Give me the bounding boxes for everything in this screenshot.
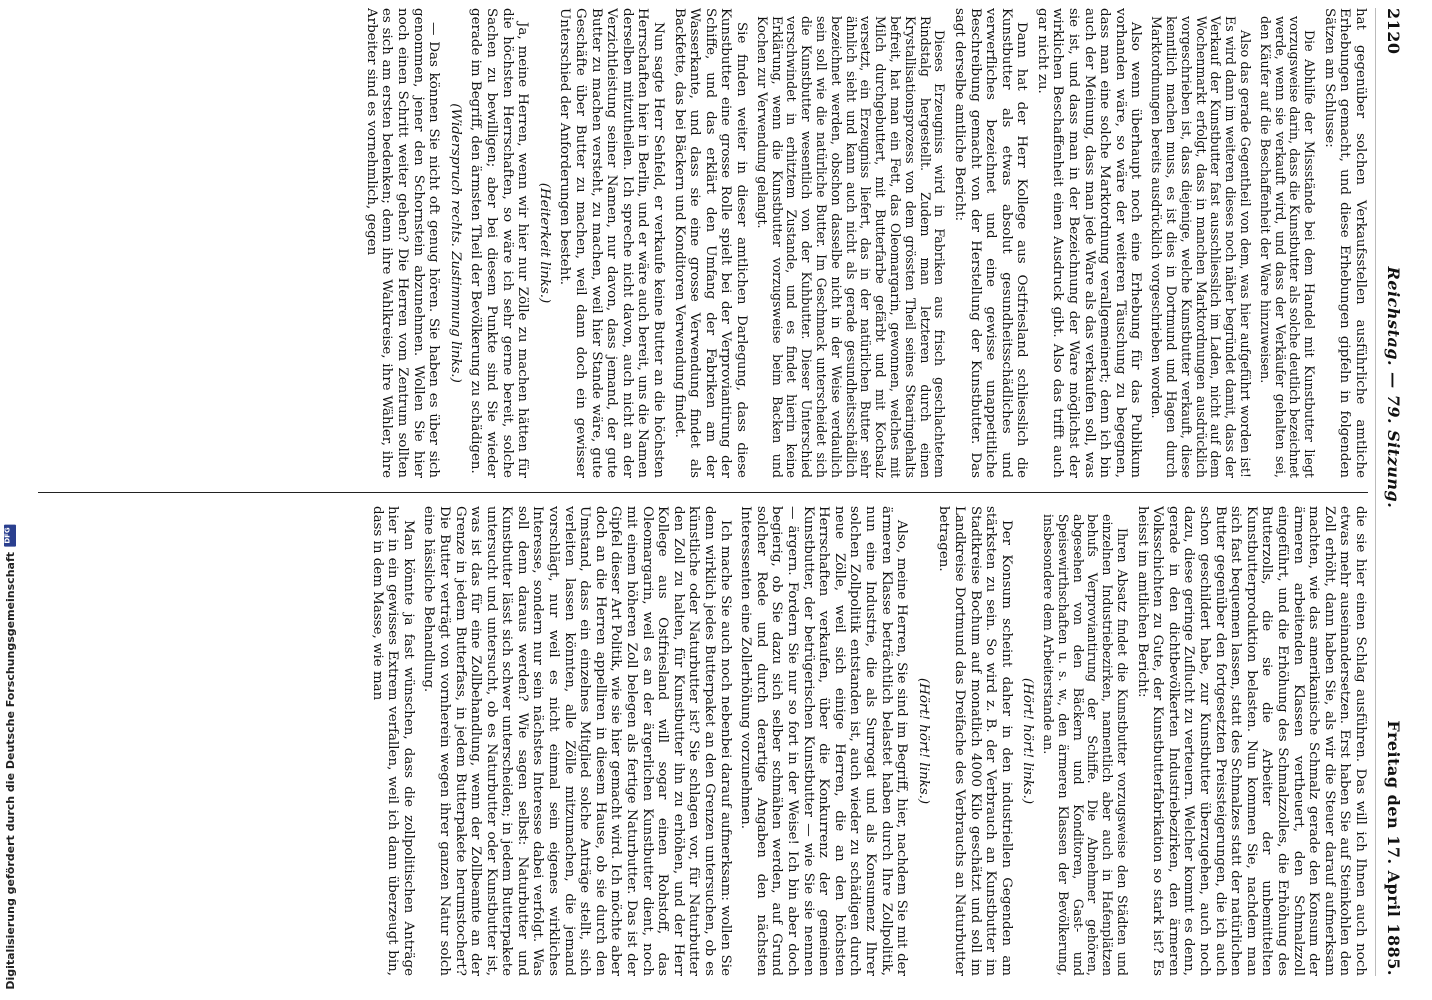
dfg-logo: DFG — [5, 525, 17, 547]
text-column-left — [28, 8, 1368, 478]
paragraph: Dann hat der Herr Kollege aus Ostfriesland schliesslich die Kunstbutter als etwas absolut gesundheitsschädliches und verwerfliches bezeichnet und eine gewisse unappetitliche Beschreibung gemacht von der Herstellung der Kunstbutter. Das sagt derselbe amtliche Bericht: — [951, 8, 1030, 478]
paragraph: Ja, meine Herren, wenn wir hier nur Zölle zu machen hätten für die höchsten Herrschaften, so wäre ich sehr gerne bereit, solche Sachen zu bewilligen; aber bei diesem Punkte sind Sie wieder gerade im Begriff, den ärmsten Theil der Bevölkerung zu schädigen. — [468, 8, 531, 478]
paragraph: — Das können Sie nicht oft genug hören. Sie haben es über sich genommen, jener den Schornstein abzunehmen. Wollen Sie hier noch einen Schritt weiter gehen? Die Herren vom Zentrum sollten es sich am ersten bedenken; denn ihre Wahlkreise, ihre Wähler, ihre Arbeiter sind es vornehmlich, gegen — [363, 8, 442, 478]
interjection: (Hört! hört! links.) — [915, 677, 931, 805]
paragraph: Dieses Erzeugniss wird in Fabriken aus frisch geschlachtetem Rindstalg hergestellt. Zudem man letzteren durch einen Krystallisationsprozess von dem grössten Theil seines Stearingehalts befreit, hat man ein Fett, das Oleomargarin, gewonnen, welches mit Milch durchgebuttert, mit Butterfarbe gefärbt und mit Kochsalz versetzt, ein Erzeugniss liefert, das in der natürlichen Butter sehr ähnlich sieht und kann auch nicht als gerade gesundheitsschädlich bezeichnet werden, obschon dasselbe nicht in der Weise verdaulich sein soll wie die natürliche Butter. Im Geschmack unterscheidet sich die Kunstbutter wesentlich von der Kuhbutter. Dieser Unterschied verschwindet in erhitztem Zustande, und es findet hierin keine Erklärung, wenn die Kunstbutter vorzugsweise beim Backen und Kochen zur Verwendung gelangt. — [754, 16, 948, 478]
paragraph: die sie hier einen Schlag ausführen. Das will ich Ihnen auch noch etwas mehr auseinandersetzen. Erst haben Sie auf Steinkohlen den Zoll erhöht, dann haben Sie, als wir die Steuer darauf aufmerksam machten, wie das amerikanische Schmalz gerade den Konsum der ärmeren arbeitenden Klassen vertheuert, den Schmalzzoll eingeführt, und die Erhöhung des Schmalzzolles, die Erhöhung des Butterzolls, die sie die Arbeiter der unbemittelten Kunstbutterproduktion belasten. Nun kommen Sie, nachdem man sich fast bequemen lassen, statt des Schmalzes statt der natürlichen Butter gegenüber den fortgesetzten Preissteigerungen, die ich auch schon geschildert habe, zur Kunstbutter überzugehen, auch noch dazu, diese geringe Zuflucht zu verteuern. Welcher kommt es denn, gerade in den dichtbevölkerten Industriebezirken, den ärmeren Volksschichten zu Gute, der Kunstbutterfabrikation so stark ist? Es heisst im amtlichen Bericht: — [1134, 506, 1368, 976]
column-divider — [38, 492, 1368, 493]
section-title: Reichstag. — 79. Sitzung. — [1384, 266, 1404, 509]
page-number: 2120 — [1384, 8, 1404, 55]
session-date: Freitag den 17. April 1885. — [1384, 720, 1404, 976]
paragraph: Ich mache Sie auch noch nebenbei darauf aufmerksam: wollen Sie denn wirklich jedes Butterpaket an den Grenzen untersuchen, ob es künstliche oder Naturbutter ist? Sie schlagen vor, für Naturbutter den Zoll zu halten, für Kunstbutter ihn zu erhöhen, und der Herr Kollege aus Ostfriesland will sogar einen Rohstoff, das Oleomargarin, weil es an der ärgerlichen Kunstbutter dient, noch mit einem höheren Zoll belegen als fertige Naturbutter. Das ist der Gipfel dieser Art Politik, wie sie hier gemacht wird. Ich möchte aber doch an die Herren appelliren in diesem Hause, ob sie durch den Umstand, dass ein einzelnes Mitglied solche Anträge stellt, sich verleiten lassen könnten, alle Zölle mitzumachen, die jemand vorschlägt, nur weil es nicht einmal sein eigenes wirkliches Interesse, sondern nur sein nächstes Interesse dabei verfolgt. Was soll denn daraus werden? Wie sagen selbst: Naturbutter und Kunstbutter lässt sich schwer unterscheiden; in jedem Butterpakete untersucht und untersucht, ob es Naturbutter oder Kunstbutter ist, was ist das für eine Zollbehandlung, wenn der Zollbeamte an der Grenze in jedem Butterfass, in jedem Butterpakete herumstochert? Die Butter verträgt von vornherein wegen ihrer ganzen Natur solch eine hässliche Behandlung. — [421, 506, 733, 976]
paragraph: Der Konsum scheint daher in den industriellen Gegenden am stärksten zu sein. So wird z. B. der Verbrauch an Kunstbutter im Stadtkreise Bochum auf monatlich 4000 Kilo geschätzt und soll im Landkreise Dortmund das Dreifache des Verbrauchs an Naturbutter betragen. — [936, 506, 1014, 976]
credit-text: Digitalisierung gefördert durch die Deutsche Forschungsgemeinschaft — [4, 552, 17, 990]
paragraph: Sie finden weiter in dieser amtlichen Darlegung, dass diese Kunstbutter eine grosse Rolle spielt bei der Verproviantirung der Schiffe, und das erklärt den Umfang der Fabriken am der Wasserkante, und dass sie eine grosse Verwendung findet als Backfette, das bei Bäckern und Konditoren Verwendung findet. — [671, 8, 749, 478]
paragraph: Ihren Absatz findet die Kunstbutter vorzugsweise den Städten und einzelnen Industriebezirken, namentlich aber auch in Hafenplätzen behufs Verproviantirung der Schiffe. Die Abnehmer gehören, abgesehen von den Bäckern und Konditoren, Gast- und Speisewirthschaften u. s. w., den ärmeren Klassen der Bevölkerung, insbesondere dem Arbeiterstande an. — [1041, 514, 1131, 976]
interjection: (Widerspruch rechts. Zustimmung links.) — [447, 103, 463, 383]
paragraph: hat gegenüber solchen Verkaufsstellen ausführliche amtliche Erhebungen gemacht, und diese Erhebungen gipfeln in folgenden Sätzen am Schlusse: — [1321, 8, 1368, 478]
document-page — [12, 8, 1412, 976]
paragraph: Also, meine Herren, Sie sind im Begriff, hier, nachdem Sie mit der ärmeren Klasse beträchtlich belastet haben durch Ihre Zollpolitik, nun eine Industrie, die als Surrogat und als Konsumenz Ihrer solchen Zollpolitik entstanden ist, auch wieder zu schädigen durch neue Zölle, weil sich einige Herren, die an den höchsten Herrschaften verkaufen, über die Konkurrenz der gemeinen Kunstbutter, der betrügerischen Kunstbutter — wie Sie sie nennen — ärgern. Fordern Sie nur so fort in der Weise! Ich bin aber doch begierig, ob Sie dazu sich selber schmähen werden, auf Grund solcher Rede und durch derartige Angaben den nächsten Interessenten eine Zollerhöhung vorzunehmen. — [738, 506, 910, 976]
digitization-credit — [4, 525, 17, 990]
page-header — [1375, 8, 1412, 976]
paragraph: Man könnte ja fast wünschen, dass die zollpolitischen Anträge hier in ein gewisses Extrem verfallen, weil ich dann überzeugt bin, dass in dem Masse, wie man — [369, 506, 416, 976]
interjection: (Heiterkeit links.) — [536, 182, 552, 304]
paragraph: Die Abhilfe der Missstände bei dem Handel mit Kunstbutter liegt vorzugsweise darin, dass die Kunstbutter als solche deutlich bezeichnet werde, wenn sie verkauft wird, und dass der Verkäufer gehalten sei, den Käufer auf die Beschaffenheit der Ware hinzuweisen. — [1257, 16, 1318, 478]
interjection: (Hört! hört! links.) — [1020, 677, 1036, 805]
paragraph: Also wenn überhaupt noch eine Erhebung für das Publikum vorhanden wäre, so wäre der weiteren Täuschung zu begegnen, dass man eine solche Marktordnung verallgemeinert; denn ich bin auch der Meinung, dass man jede Ware als das verkaufen soll, was sie ist, und dass man in der Bezeichnung der Ware möglichst der wirklichen Beschaffenheit einen Ausdruck gibt. Also das trifft auch gar nicht zu. — [1034, 8, 1144, 478]
paragraph: Also das gerade Gegentheil von dem, was hier aufgeführt worden ist! Es wird dann im weiteren dieses noch näher begründet damit, dass der Verkauf der Kunstbutter fast ausschliesslich im Laden, nicht auf dem Wochenmarkt erfolgt, dass in manchen Marktordnungen ausdrücklich vorgeschrieben ist, dass diejenige, welche Kunstbutter verkauft, diese kenntlich machen muss, es ist dies in Dortmund und Hagen durch Marktordnungen bereits ausdrücklich vorgeschrieben worden. — [1149, 16, 1254, 478]
paragraph: Nun sagte Herr Sehfeld, er verkaufe keine Butter an die höchsten Herrschaften hier in Berlin, und er wäre auch bereit, uns die Namen derselben mitzutheilen. Ich spreche nicht davon, auch nicht an der Verzichtleistung seiner Namen, nur davon, dass jemand, der gute Butter zu machen versteht, zu machen, weil hier Stande wäre, gute Geschäfte über Butter zu machen, weil dann doch ein gewisser Unterschied der Anforderungen besteht. — [557, 8, 666, 478]
text-column-right — [28, 506, 1368, 976]
